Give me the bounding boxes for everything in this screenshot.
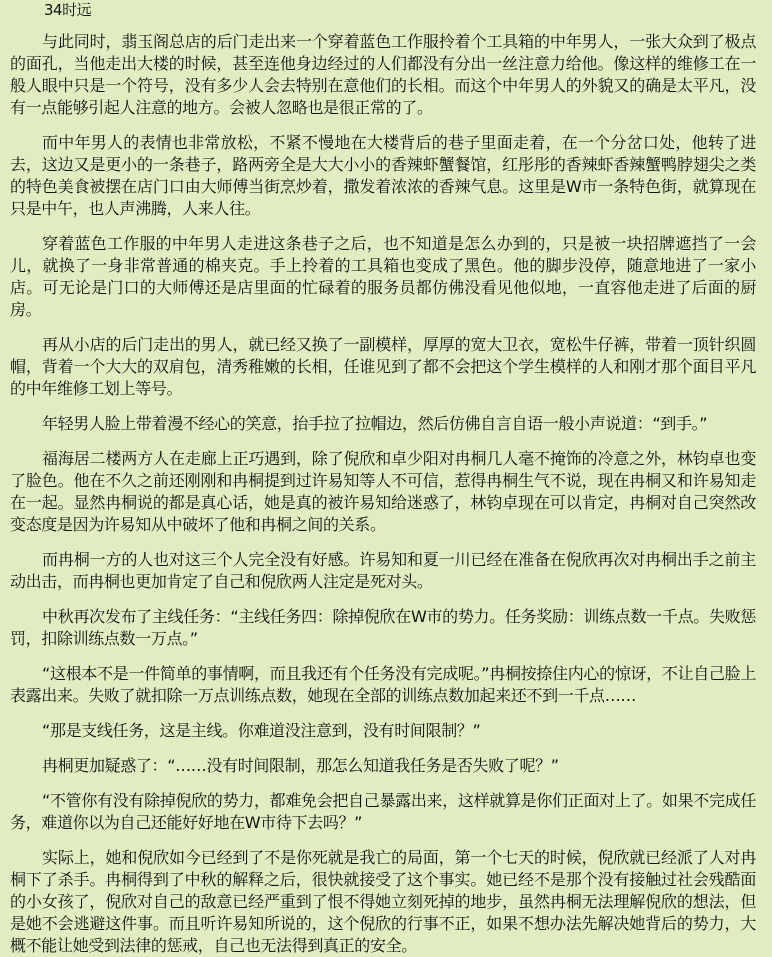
paragraph-3: 穿着蓝色工作服的中年男人走进这条巷子之后，也不知道是怎么办到的，只是被一块招牌遮挡了一会儿，就换了一身非常普通的棉夹克。手上拎着的工具箱也变成了黑色。他的脚步没停，随意地进了一家小店。可无论是门口的大师傅还是店里面的忙碌着的服务员都仿佛没看见他似地，一直容他走进了后面的厨房。 xyxy=(10,234,756,319)
reading-page xyxy=(10,0,756,957)
paragraph-7: 而冉桐一方的人也对这三个人完全没有好感。许易知和夏一川已经在准备在倪欣再次对冉桐出手之前主动出击，而冉桐也更加肯定了自己和倪欣两人注定是死对头。 xyxy=(10,550,756,591)
paragraph-9: “这根本不是一件简单的事情啊，而且我还有个任务没有完成呢。”冉桐按捺住内心的惊讶，不让自己脸上表露出来。失败了就扣除一万点训练点数，她现在全部的训练点数加起来还不到一千点…… xyxy=(10,664,756,705)
paragraph-8: 中秋再次发布了主线任务：“主线任务四：除掉倪欣在W市的势力。任务奖励：训练点数一千点。失败惩罚，扣除训练点数一万点。” xyxy=(10,607,756,648)
paragraph-1: 与此同时，翡玉阁总店的后门走出来一个穿着蓝色工作服拎着个工具箱的中年男人，一张大众到了极点的面孔，当他走出大楼的时候，甚至连他身边经过的人们都没有分出一丝注意力给他。像这样的维修工在一般人眼中只是一个符号，没有多少人会去特别在意他们的长相。而这个中年男人的外貌又的确是太平凡，没有一点能够引起人注意的地方。会被人忽略也是很正常的了。 xyxy=(10,32,756,117)
paragraph-6: 福海居二楼两方人在走廊上正巧遇到，除了倪欣和卓少阳对冉桐几人毫不掩饰的冷意之外，林钧卓也变了脸色。他在不久之前还刚刚和冉桐提到过许易知等人不可信，惹得冉桐生气不说，现在冉桐又和许易知走在一起。显然冉桐说的都是真心话，她是真的被许易知给迷惑了，林钧卓现在可以肯定，冉桐对自己突然改变态度是因为许易知从中破坏了他和冉桐之间的关系。 xyxy=(10,449,756,534)
paragraph-10: “那是支线任务，这是主线。你难道没注意到，没有时间限制？” xyxy=(42,721,481,740)
paragraph-12: “不管你有没有除掉倪欣的势力，都难免会把自己暴露出来，这样就算是你们正面对上了。如果不完成任务，难道你以为自己还能好好地在W市待下去吗？” xyxy=(10,791,756,832)
paragraph-13: 实际上，她和倪欣如今已经到了不是你死就是我亡的局面，第一个七天的时候，倪欣就已经派了人对冉桐下了杀手。冉桐得到了中秋的解释之后，很快就接受了这个事实。她已经不是那个没有接触过社会残酷面的小女孩了，倪欣对自己的敌意已经严重到了恨不得她立刻死掉的地步，虽然冉桐无法理解倪欣的想法，但是她不会逃避这件事。而且听许易知所说的，这个倪欣的行事不正，如果不想办法先解决她背后的势力，大概不能让她受到法律的惩戒，自己也无法得到真正的安全。 xyxy=(10,848,756,955)
paragraph-5: 年轻男人脸上带着漫不经心的笑意，抬手拉了拉帽边，然后仿佛自言自语一般小声说道：“到手。” xyxy=(42,414,708,433)
chapter-title: 34时远 xyxy=(44,1,92,19)
paragraph-11: 冉桐更加疑惑了：“……没有时间限制，那怎么知道我任务是否失败了呢？” xyxy=(42,756,559,775)
paragraph-4: 再从小店的后门走出的男人，就已经又换了一副模样，厚厚的宽大卫衣，宽松牛仔裤，带着一顶针织圆帽，背着一个大大的双肩包，清秀稚嫩的长相，任谁见到了都不会把这个学生模样的人和刚才那个面目平凡的中年维修工划上等号。 xyxy=(10,335,756,398)
paragraph-2: 而中年男人的表情也非常放松，不紧不慢地在大楼背后的巷子里面走着，在一个分岔口处，他转了进去，这边又是更小的一条巷子，路两旁全是大大小小的香辣虾蟹餐馆，红彤彤的香辣虾香辣蟹鸭脖翅尖之类的特色美食被摆在店门口由大师傅当街烹炒着，撒发着浓浓的香辣气息。这里是W市一条特色街，就算现在只是中午，也人声沸腾，人来人往。 xyxy=(10,133,756,218)
